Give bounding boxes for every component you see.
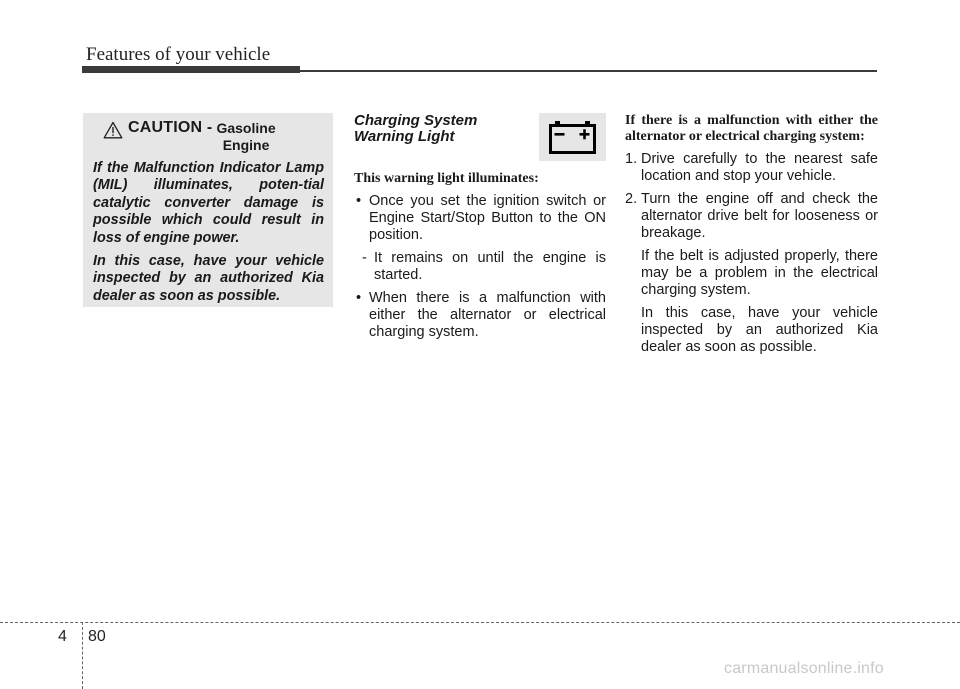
- dash-text: It remains on until the engine is started.: [374, 250, 606, 283]
- list-item: [625, 191, 878, 242]
- page-number: 80: [88, 628, 106, 645]
- caution-subject: [216, 119, 275, 154]
- illuminates-subheading: This warning light illuminates:: [354, 171, 539, 186]
- step-number: 2.: [625, 191, 638, 207]
- caution-subject-line2: Engine: [222, 137, 270, 153]
- note-paragraph-1: If the belt is adjusted properly, there may be a problem in the electrical charging system.: [641, 248, 878, 298]
- caution-subject-line1: Gasoline: [216, 120, 276, 136]
- malfunction-heading: If there is a malfunction with either the alternator or electrical charging system:: [625, 113, 878, 144]
- warning-triangle-icon: [103, 121, 123, 139]
- dash-mark: -: [362, 250, 367, 266]
- list-item: [354, 250, 606, 284]
- section-title-line2: Warning Light: [354, 128, 455, 145]
- charging-warning-light-symbol: [539, 113, 606, 161]
- list-item: [354, 193, 606, 244]
- page-header-title: Features of your vehicle: [86, 44, 271, 65]
- caution-header: [93, 119, 324, 154]
- bullet-text: Once you set the ignition switch or Engine Start/Stop Button to the ON position.: [369, 193, 606, 243]
- step-text: Turn the engine off and check the alternator drive belt for looseness or breakage.: [641, 191, 878, 241]
- caution-paragraph-2: In this case, have your vehicle inspected by an authorized Kia dealer as soon as possible.: [93, 253, 324, 304]
- step-number: 1.: [625, 151, 638, 167]
- header-bar: [82, 66, 300, 73]
- bullet-mark: •: [356, 290, 362, 306]
- bullet-mark: •: [356, 193, 362, 209]
- malfunction-section: [625, 113, 878, 356]
- caution-paragraph-1: If the Malfunction Indicator Lamp (MIL) illuminates, poten-tial catalytic converter damage is possible which could result in loss of engine power.: [93, 160, 324, 246]
- note-paragraph-2: In this case, have your vehicle inspected by an authorized Kia dealer as soon as possible.: [641, 305, 878, 355]
- header-rule: [300, 70, 877, 72]
- charging-system-section: [354, 113, 606, 341]
- footer-rule: [0, 622, 960, 623]
- page-section-number: 4: [58, 628, 67, 645]
- watermark: carmanualsonline.info: [724, 660, 884, 677]
- step-text: Drive carefully to the nearest safe location and stop your vehicle.: [641, 151, 878, 184]
- bullet-text: When there is a malfunction with either the alternator or electrical charging system.: [369, 290, 606, 340]
- list-item: [354, 290, 606, 341]
- caution-box: [83, 113, 333, 307]
- section-title-line1: Charging System: [354, 112, 478, 129]
- list-item: [625, 151, 878, 185]
- battery-icon: [539, 113, 606, 161]
- caution-label: CAUTION -: [128, 119, 213, 136]
- footer-divider: [82, 622, 83, 689]
